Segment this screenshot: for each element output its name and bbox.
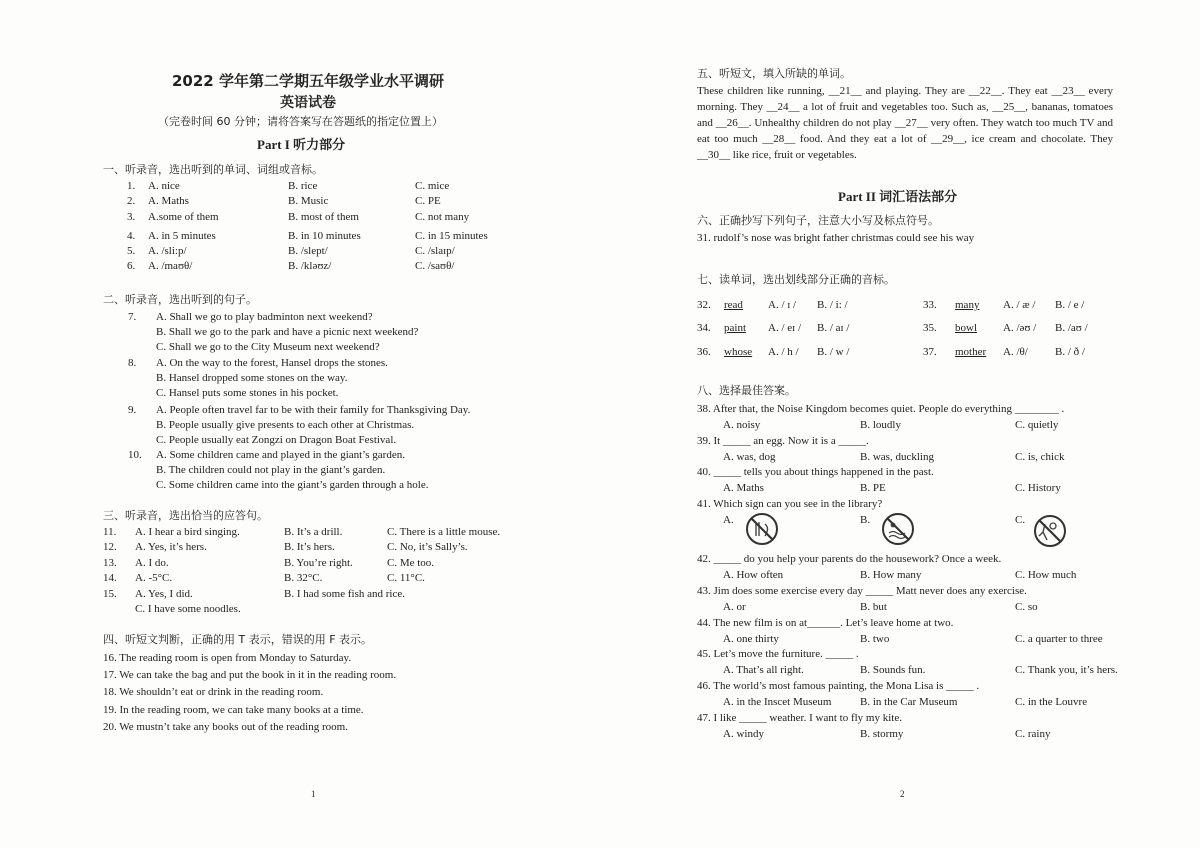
option-a: A. was, dog bbox=[723, 451, 776, 463]
option-a: A. Shall we go to play badminton next weekend? bbox=[156, 311, 373, 323]
section-7-heading: 七、读单词，选出划线部分正确的音标。 bbox=[697, 273, 895, 286]
option-b: B. loudly bbox=[860, 419, 901, 431]
option-b: B. / i: / bbox=[817, 299, 848, 311]
question-number: 5. bbox=[127, 245, 136, 257]
no-ball-games-sign-icon bbox=[1033, 514, 1067, 548]
question-number: 10. bbox=[128, 449, 142, 461]
option-c: C. 11°C. bbox=[387, 572, 425, 584]
option-c: C. /slaɪp/ bbox=[415, 245, 455, 257]
option-b: B. most of them bbox=[288, 211, 359, 223]
option-c: C. in 15 minutes bbox=[415, 230, 488, 242]
option-b: B. but bbox=[860, 601, 887, 613]
option-b: B. was, duckling bbox=[860, 451, 934, 463]
question-text: 40. _____ tells you about things happened in the past. bbox=[697, 466, 934, 478]
section-2-heading: 二、听录音，选出听到的句子。 bbox=[103, 293, 257, 306]
question-number: 36. bbox=[697, 346, 711, 358]
option-c: C. so bbox=[1015, 601, 1038, 613]
option-a: A. Maths bbox=[148, 195, 189, 207]
option-c: C. Thank you, it’s hers. bbox=[1015, 664, 1118, 676]
section-4-heading: 四、听短文判断，正确的用 T 表示，错误的用 F 表示。 bbox=[103, 633, 373, 646]
option-b: B. People usually give presents to each other at Christmas. bbox=[156, 419, 415, 431]
option-c: C. a quarter to three bbox=[1015, 633, 1103, 645]
question-15-option-c: C. I have some noodles. bbox=[135, 603, 241, 615]
section-6-heading: 六、正确抄写下列句子，注意大小写及标点符号。 bbox=[697, 214, 939, 227]
target-word: read bbox=[724, 299, 743, 311]
option-c: C. History bbox=[1015, 482, 1061, 494]
option-c: C. Some children came into the giant’s garden through a hole. bbox=[156, 479, 429, 491]
part-1-heading: Part I 听力部分 bbox=[257, 137, 346, 152]
question-number: 6. bbox=[127, 260, 136, 272]
section-5-heading: 五、听短文，填入所缺的单词。 bbox=[697, 67, 851, 80]
option-b: B. /kləʊz/ bbox=[288, 260, 332, 272]
question-number: 32. bbox=[697, 299, 711, 311]
question-number: 7. bbox=[128, 311, 137, 323]
option-a: A. / ɪ / bbox=[768, 299, 797, 311]
option-c: C. No, it’s Sally’s. bbox=[387, 541, 468, 553]
option-b: B. I had some fish and rice. bbox=[284, 588, 405, 600]
option-a: A. On the way to the forest, Hansel drops the stones. bbox=[156, 357, 388, 369]
option-c: C. There is a little mouse. bbox=[387, 526, 501, 538]
option-c: C. /saʊθ/ bbox=[415, 260, 455, 272]
option-c: C. Shall we go to the City Museum next weekend? bbox=[156, 341, 380, 353]
question-text: 44. The new film is on at______. Let’s leave home at two. bbox=[697, 617, 954, 629]
option-b: B. You’re right. bbox=[284, 557, 353, 569]
question-number: 35. bbox=[923, 322, 937, 334]
question-number: 12. bbox=[103, 541, 117, 553]
question-text: 38. After that, the Noise Kingdom becomes quiet. People do everything ________ . bbox=[697, 403, 1065, 415]
option-b: B. Music bbox=[288, 195, 329, 207]
option-a: A. /θ/ bbox=[1003, 346, 1028, 358]
exam-subtitle: 英语试卷 bbox=[280, 95, 336, 111]
option-b: B. stormy bbox=[860, 728, 904, 740]
true-false-statement: 19. In the reading room, we can take many books at a time. bbox=[103, 704, 364, 716]
question-text: 46. The world’s most famous painting, the Mona Lisa is _____ . bbox=[697, 680, 980, 692]
question-text: 47. I like _____ weather. I want to fly my kite. bbox=[697, 712, 902, 724]
option-a: A. /maʊθ/ bbox=[148, 260, 193, 272]
question-text: 43. Jim does some exercise every day _____ Matt never does any exercise. bbox=[697, 585, 1027, 597]
section-3-heading: 三、听录音，选出恰当的应答句。 bbox=[103, 509, 268, 522]
option-a: A. -5°C. bbox=[135, 572, 173, 584]
option-c: C. is, chick bbox=[1015, 451, 1065, 463]
option-a: A. noisy bbox=[723, 419, 761, 431]
option-b: B. / ð / bbox=[1055, 346, 1085, 358]
question-number: 13. bbox=[103, 557, 117, 569]
part-2-heading: Part II 词汇语法部分 bbox=[838, 189, 958, 204]
option-b: B. rice bbox=[288, 180, 318, 192]
question-number: 1. bbox=[127, 180, 136, 192]
true-false-statement: 18. We shouldn’t eat or drink in the reading room. bbox=[103, 686, 324, 698]
question-number: 14. bbox=[103, 572, 117, 584]
question-number: 3. bbox=[127, 211, 136, 223]
target-word: many bbox=[955, 299, 980, 311]
option-b: B. The children could not play in the giant’s garden. bbox=[156, 464, 386, 476]
target-word: whose bbox=[724, 346, 753, 358]
option-c: C. PE bbox=[415, 195, 441, 207]
question-number: 11. bbox=[103, 526, 117, 538]
question-number: 4. bbox=[127, 230, 136, 242]
option-c: C. bbox=[1015, 514, 1026, 526]
option-a: A. Some children came and played in the giant’s garden. bbox=[156, 449, 405, 461]
option-b: B. How many bbox=[860, 569, 922, 581]
option-a: A. bbox=[723, 514, 734, 526]
option-b: B. bbox=[860, 514, 871, 526]
option-a: A. I hear a bird singing. bbox=[135, 526, 240, 538]
option-b: B. /slept/ bbox=[288, 245, 328, 257]
option-c: C. Hansel puts some stones in his pocket. bbox=[156, 387, 339, 399]
option-a: A. in 5 minutes bbox=[148, 230, 216, 242]
option-b: B. two bbox=[860, 633, 890, 645]
option-b: B. PE bbox=[860, 482, 886, 494]
option-b: B. / aɪ / bbox=[817, 322, 850, 334]
option-b: B. 32°C. bbox=[284, 572, 323, 584]
option-b: B. in the Car Museum bbox=[860, 696, 958, 708]
option-a: A. windy bbox=[723, 728, 764, 740]
option-a: A. Yes, it’s hers. bbox=[135, 541, 207, 553]
question-number: 9. bbox=[128, 404, 137, 416]
true-false-statement: 17. We can take the bag and put the book in it in the reading room. bbox=[103, 669, 397, 681]
option-a: A. in the Inscet Museum bbox=[723, 696, 832, 708]
page-2 bbox=[600, 0, 1200, 848]
question-text: 45. Let’s move the furniture. _____ . bbox=[697, 648, 859, 660]
option-c: C. How much bbox=[1015, 569, 1077, 581]
target-word: paint bbox=[724, 322, 746, 334]
option-c: C. People usually eat Zongzi on Dragon Boat Festival. bbox=[156, 434, 397, 446]
option-c: C. not many bbox=[415, 211, 470, 223]
question-number: 15. bbox=[103, 588, 117, 600]
section-5-passage: These children like running, __21__ and playing. They are __22__. They eat __23__ every morning. They __24__ a lot of fruit and vegetables too. Such as, __25__, bananas, tomatoes and __26__. Unhealthy children do not play __27__ very often. They watch too much TV and eat too much __28__ food. And they eat a lot of __29__, ice cream and chocolate. They __30__ like rice, fruit or vegetables. bbox=[697, 85, 1113, 161]
option-b: B. / e / bbox=[1055, 299, 1085, 311]
option-c: C. in the Louvre bbox=[1015, 696, 1088, 708]
option-a: A. / h / bbox=[768, 346, 799, 358]
true-false-statement: 20. We mustn’t take any books out of the reading room. bbox=[103, 721, 348, 733]
option-b: B. in 10 minutes bbox=[288, 230, 361, 242]
option-c: C. quietly bbox=[1015, 419, 1059, 431]
section-1-heading: 一、听录音，选出听到的单词、词组或音标。 bbox=[103, 163, 323, 176]
option-a: A. People often travel far to be with their family for Thanksgiving Day. bbox=[156, 404, 471, 416]
page-number: 1 bbox=[311, 789, 316, 799]
option-b: B. Shall we go to the park and have a picnic next weekend? bbox=[156, 326, 419, 338]
option-b: B. It’s a drill. bbox=[284, 526, 343, 538]
exam-instructions: （完卷时间 60 分钟；请将答案写在答题纸的指定位置上） bbox=[158, 115, 443, 128]
no-swimming-sign-icon bbox=[881, 512, 915, 546]
option-b: B. Sounds fun. bbox=[860, 664, 926, 676]
option-b: B. Hansel dropped some stones on the way. bbox=[156, 372, 348, 384]
target-word: mother bbox=[955, 346, 987, 358]
option-b: B. It’s hers. bbox=[284, 541, 335, 553]
question-31: 31. rudolf’s nose was bright father christmas could see his way bbox=[697, 232, 975, 244]
exam-title: 2022 学年第二学期五年级学业水平调研 bbox=[172, 72, 444, 90]
option-a: A. nice bbox=[148, 180, 180, 192]
question-text: 39. It _____ an egg. Now it is a _____. bbox=[697, 435, 869, 447]
question-text: 42. _____ do you help your parents do the housework? Once a week. bbox=[697, 553, 1002, 565]
option-a: A. Yes, I did. bbox=[135, 588, 193, 600]
no-eating-sign-icon bbox=[745, 512, 779, 546]
option-a: A. Maths bbox=[723, 482, 764, 494]
option-c: C. rainy bbox=[1015, 728, 1051, 740]
option-a: A. / eɪ / bbox=[768, 322, 801, 334]
option-a: A.some of them bbox=[148, 211, 219, 223]
question-number: 37. bbox=[923, 346, 937, 358]
option-a: A. That’s all right. bbox=[723, 664, 804, 676]
section-8-heading: 八、选择最佳答案。 bbox=[697, 384, 796, 397]
option-b: B. / w / bbox=[817, 346, 850, 358]
question-number: 2. bbox=[127, 195, 136, 207]
question-number: 8. bbox=[128, 357, 137, 369]
option-a: A. or bbox=[723, 601, 746, 613]
option-a: A. I do. bbox=[135, 557, 169, 569]
question-text: 41. Which sign can you see in the library? bbox=[697, 498, 883, 510]
true-false-statement: 16. The reading room is open from Monday to Saturday. bbox=[103, 652, 352, 664]
question-number: 33. bbox=[923, 299, 937, 311]
target-word: bowl bbox=[955, 322, 977, 334]
option-c: C. mice bbox=[415, 180, 450, 192]
question-number: 34. bbox=[697, 322, 711, 334]
page-number: 2 bbox=[900, 789, 905, 799]
option-a: A. / æ / bbox=[1003, 299, 1036, 311]
option-b: B. /aʊ / bbox=[1055, 322, 1088, 334]
option-a: A. /sli:p/ bbox=[148, 245, 187, 257]
option-c: C. Me too. bbox=[387, 557, 435, 569]
option-a: A. one thirty bbox=[723, 633, 779, 645]
option-a: A. How often bbox=[723, 569, 784, 581]
option-a: A. /əʊ / bbox=[1003, 322, 1037, 334]
